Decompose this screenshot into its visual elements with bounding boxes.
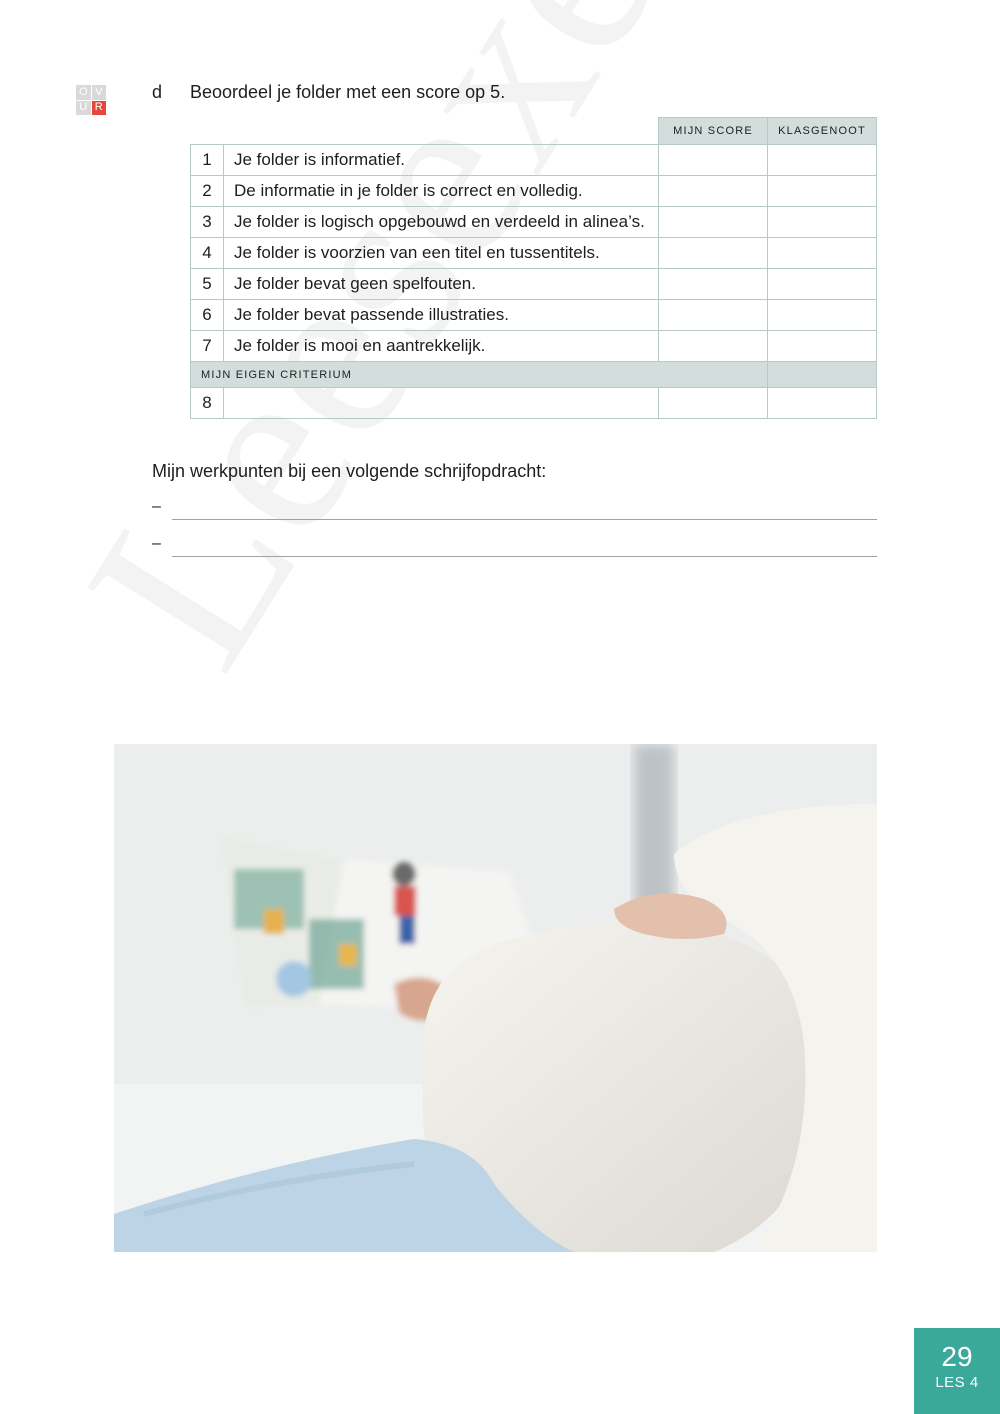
peer-score-cell[interactable]: [768, 238, 877, 269]
score-cell[interactable]: [659, 207, 768, 238]
row-number: 5: [191, 269, 224, 300]
lesson-label: LES 4: [935, 1374, 979, 1391]
criterion-text: Je folder is informatief.: [224, 145, 659, 176]
row-number: 4: [191, 238, 224, 269]
score-cell[interactable]: [659, 145, 768, 176]
peer-score-cell[interactable]: [768, 145, 877, 176]
peer-score-cell[interactable]: [768, 331, 877, 362]
table-row: [191, 176, 877, 207]
table-row: [191, 269, 877, 300]
criterion-text: Je folder bevat geen spelfouten.: [224, 269, 659, 300]
table-row: [191, 207, 877, 238]
criterion-text: De informatie in je folder is correct en volledig.: [224, 176, 659, 207]
own-criterion-header-row: [191, 362, 877, 388]
table-row: [191, 145, 877, 176]
question-letter: d: [152, 82, 163, 102]
table-row: [191, 331, 877, 362]
level-o: O: [76, 85, 91, 100]
rubric-header-row: [191, 118, 877, 145]
score-cell[interactable]: [659, 300, 768, 331]
bullet-dash: –: [152, 498, 161, 515]
criterion-text: Je folder bevat passende illustraties.: [224, 300, 659, 331]
level-indicator-icon: [76, 85, 106, 115]
peer-score-cell[interactable]: [768, 176, 877, 207]
level-r: R: [92, 101, 107, 116]
score-cell[interactable]: [659, 331, 768, 362]
criterion-text: Je folder is logisch opgebouwd en verdeeld in alinea’s.: [224, 207, 659, 238]
photo-illustration: [114, 744, 877, 1252]
werkpunt-line-1[interactable]: [152, 498, 877, 520]
score-cell[interactable]: [659, 238, 768, 269]
row-number: 2: [191, 176, 224, 207]
table-row-own-criterion: [191, 388, 877, 419]
row-number: 7: [191, 331, 224, 362]
level-u: U: [76, 101, 91, 116]
header-klasgenoot: KLASGENOOT: [768, 118, 877, 145]
table-row: [191, 238, 877, 269]
row-number: 1: [191, 145, 224, 176]
own-criterion-label: MIJN EIGEN CRITERIUM: [191, 362, 768, 388]
row-number: 6: [191, 300, 224, 331]
peer-score-cell[interactable]: [768, 207, 877, 238]
row-number: 8: [191, 388, 224, 419]
peer-score-cell[interactable]: [768, 300, 877, 331]
question-text: Beoordeel je folder met een score op 5.: [190, 82, 506, 102]
own-criterion-input[interactable]: [224, 388, 659, 419]
score-cell[interactable]: [659, 388, 768, 419]
photo-pregnant-woman-reading: [114, 744, 877, 1252]
criterion-text: Je folder is voorzien van een titel en tussentitels.: [224, 238, 659, 269]
werkpunten-title: Mijn werkpunten bij een volgende schrijfopdracht:: [152, 461, 547, 481]
werkpunt-line-2[interactable]: [152, 535, 877, 557]
score-cell[interactable]: [659, 176, 768, 207]
score-cell[interactable]: [659, 269, 768, 300]
table-row: [191, 300, 877, 331]
page-number: 29: [941, 1341, 973, 1372]
bullet-dash: –: [152, 535, 161, 552]
criterion-text: Je folder is mooi en aantrekkelijk.: [224, 331, 659, 362]
page-number-badge: [914, 1328, 1000, 1414]
row-number: 3: [191, 207, 224, 238]
header-mijn-score: MIJN SCORE: [659, 118, 768, 145]
peer-score-cell[interactable]: [768, 269, 877, 300]
rubric-table: [190, 117, 877, 419]
level-v: V: [92, 85, 107, 100]
peer-score-cell[interactable]: [768, 388, 877, 419]
